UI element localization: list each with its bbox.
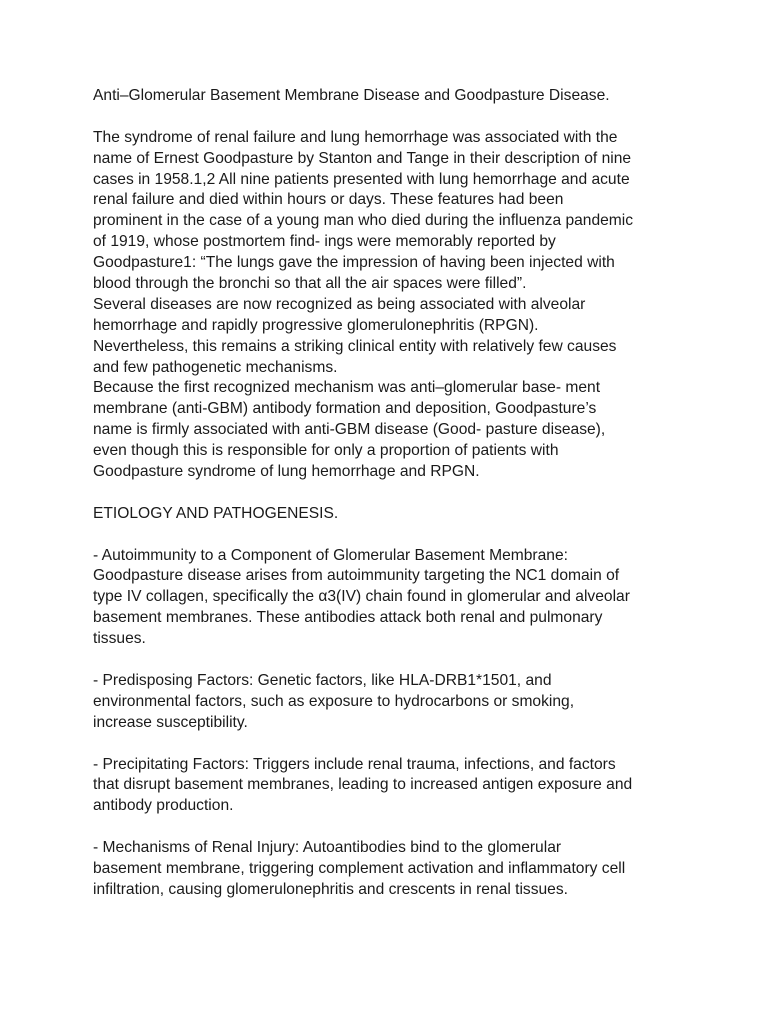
text-line: that disrupt basement membranes, leading to increased antigen exposure and xyxy=(93,776,633,794)
text-line: The syndrome of renal failure and lung hemorrhage was associated with the xyxy=(93,128,618,146)
text-line: Goodpasture disease arises from autoimmunity targeting the NC1 domain of xyxy=(93,567,620,585)
text-line: membrane (anti-GBM) antibody formation and deposition, Goodpasture’s xyxy=(93,400,597,418)
text-line: renal failure and died within hours or days. These features had been xyxy=(93,191,564,209)
text-line: - Precipitating Factors: Triggers include renal trauma, infections, and factors xyxy=(93,755,616,773)
intro-paragraph-3 xyxy=(93,378,693,482)
text-line: - Autoimmunity to a Component of Glomerular Basement Membrane: xyxy=(93,546,568,564)
text-line: and few pathogenetic mechanisms. xyxy=(93,358,338,376)
text-line: antibody production. xyxy=(93,797,234,815)
text-line: - Predisposing Factors: Genetic factors, like HLA-DRB1*1501, and xyxy=(93,671,552,689)
text-line: infiltration, causing glomerulonephritis and crescents in renal tissues. xyxy=(93,880,568,898)
intro-paragraph-1 xyxy=(93,128,693,295)
text-line: blood through the bronchi so that all the air spaces were filled”. xyxy=(93,275,527,293)
document-body xyxy=(93,86,693,901)
spacer xyxy=(93,107,693,128)
bullet-item-predisposing-factors xyxy=(93,671,693,734)
text-line: environmental factors, such as exposure to hydrocarbons or smoking, xyxy=(93,692,575,710)
text-line: even though this is responsible for only a proportion of patients with xyxy=(93,442,559,460)
text-line: type IV collagen, specifically the α3(IV) chain found in glomerular and alveolar xyxy=(93,588,630,606)
spacer xyxy=(93,817,693,838)
bullet-item-renal-injury xyxy=(93,838,693,901)
text-line: tissues. xyxy=(93,630,146,648)
spacer xyxy=(93,525,693,546)
intro-paragraph-2 xyxy=(93,295,693,379)
text-line: hemorrhage and rapidly progressive glomerulonephritis (RPGN). xyxy=(93,316,539,334)
spacer xyxy=(93,734,693,755)
text-line: prominent in the case of a young man who died during the influenza pandemic xyxy=(93,212,634,230)
text-line: of 1919, whose postmortem find- ings were memorably reported by xyxy=(93,233,556,251)
text-line: - Mechanisms of Renal Injury: Autoantibodies bind to the glomerular xyxy=(93,839,562,857)
text-line: basement membranes. These antibodies attack both renal and pulmonary xyxy=(93,609,603,627)
text-line: name is firmly associated with anti-GBM disease (Good- pasture disease), xyxy=(93,421,606,439)
text-line: increase susceptibility. xyxy=(93,713,248,731)
text-line: Nevertheless, this remains a striking clinical entity with relatively few causes xyxy=(93,337,617,355)
text-line: Goodpasture1: “The lungs gave the impression of having been injected with xyxy=(93,254,615,272)
spacer xyxy=(93,650,693,671)
bullet-item-autoimmunity xyxy=(93,546,693,650)
text-line: Goodpasture syndrome of lung hemorrhage and RPGN. xyxy=(93,463,480,481)
spacer xyxy=(93,483,693,504)
text-line: basement membrane, triggering complement activation and inflammatory cell xyxy=(93,859,626,877)
document-title: Anti–Glomerular Basement Membrane Disease and Goodpasture Disease. xyxy=(93,87,610,104)
text-line: Several diseases are now recognized as being associated with alveolar xyxy=(93,295,586,313)
text-line: cases in 1958.1,2 All nine patients presented with lung hemorrhage and acute xyxy=(93,170,630,188)
text-line: Because the first recognized mechanism was anti–glomerular base- ment xyxy=(93,379,601,397)
text-line: name of Ernest Goodpasture by Stanton and Tange in their description of nine xyxy=(93,149,632,167)
section-heading: ETIOLOGY AND PATHOGENESIS. xyxy=(93,504,339,522)
bullet-item-precipitating-factors xyxy=(93,755,693,818)
